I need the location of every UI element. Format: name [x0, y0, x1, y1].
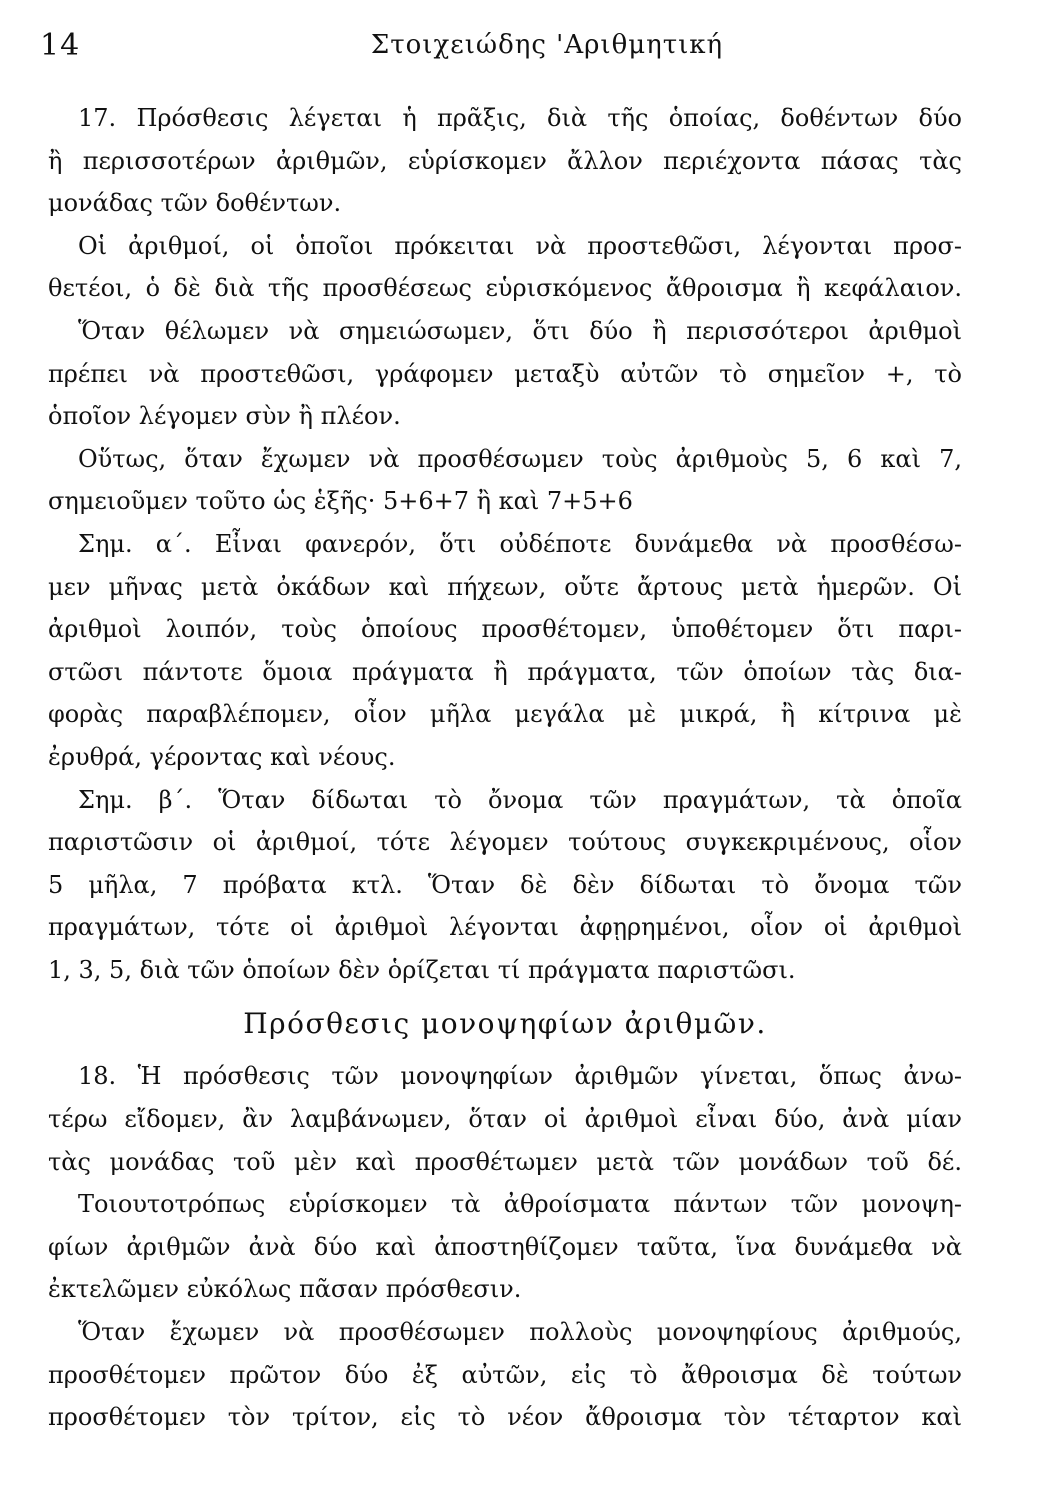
- running-title: Στοιχειώδης 'Αριθμητική: [370, 30, 724, 60]
- text-line: μονάδας τῶν δοθέντων.: [48, 189, 342, 218]
- text-line: προσθέτομεν πρῶτον δύο ἐξ αὐτῶν, εἰς τὸ ἄθροισμα δὲ τούτων: [48, 1360, 962, 1389]
- text-line: Οὕτως, ὅταν ἔχωμεν νὰ προσθέσωμεν τοὺς ἀριθμοὺς 5, 6 καὶ 7,: [78, 444, 962, 473]
- text-line: μεν μῆνας μετὰ ὀκάδων καὶ πήχεων, οὔτε ἄρτους μετὰ ἡμερῶν. Οἱ: [48, 572, 962, 601]
- text-line: ἀριθμοὶ λοιπόν, τοὺς ὁποίους προσθέτομεν, ὑποθέτομεν ὅτι παρι-: [48, 615, 962, 644]
- section-heading: Πρόσθεσις μονοψηφίων ἀριθμῶν.: [243, 1007, 767, 1041]
- text-line: Ὅταν θέλωμεν νὰ σημειώσωμεν, ὅτι δύο ἢ περισσότεροι ἀριθμοὶ: [78, 316, 962, 345]
- text-line: ἐρυθρά, γέροντας καὶ νέους.: [48, 742, 396, 771]
- text-line: πρέπει νὰ προστεθῶσι, γράφομεν μεταξὺ αὐτῶν τὸ σημεῖον +, τὸ: [48, 359, 962, 388]
- text-line: 5 μῆλα, 7 πρόβατα κτλ. Ὅταν δὲ δὲν δίδωται τὸ ὄνομα τῶν: [48, 870, 962, 899]
- text-line: Τοιουτοτρόπως εὑρίσκομεν τὰ ἀθροίσματα πάντων τῶν μονοψη-: [78, 1190, 962, 1219]
- text-line: 18. Ἡ πρόσθεσις τῶν μονοψηφίων ἀριθμῶν γίνεται, ὅπως ἀνω-: [78, 1062, 962, 1091]
- text-line: τὰς μονάδας τοῦ μὲν καὶ προσθέτωμεν μετὰ τῶν μονάδων τοῦ δέ.: [48, 1147, 962, 1176]
- text-line: προσθέτομεν τὸν τρίτον, εἰς τὸ νέον ἄθροισμα τὸν τέταρτον καὶ: [48, 1403, 962, 1432]
- text-line: Ὅταν ἔχωμεν νὰ προσθέσωμεν πολλοὺς μονοψηφίους ἀριθμούς,: [78, 1318, 962, 1347]
- body-text: [48, 97, 962, 1439]
- text-line: 1, 3, 5, διὰ τῶν ὁποίων δὲν ὁρίζεται τί πράγματα παριστῶσι.: [48, 955, 796, 984]
- text-line: παριστῶσιν οἱ ἀριθμοί, τότε λέγομεν τούτους συγκεκριμένους, οἷον: [48, 828, 962, 857]
- text-line: θετέοι, ὁ δὲ διὰ τῆς προσθέσεως εὑρισκόμενος ἄθροισμα ἢ κεφάλαιον.: [48, 274, 962, 303]
- text-line: στῶσι πάντοτε ὅμοια πράγματα ἢ πράγματα, τῶν ὁποίων τὰς δια-: [48, 657, 962, 686]
- page-header: [40, 28, 1004, 68]
- text-line: Σημ. β΄. Ὅταν δίδωται τὸ ὄνομα τῶν πραγμάτων, τὰ ὁποῖα: [78, 785, 962, 814]
- text-line: ἐκτελῶμεν εὐκόλως πᾶσαν πρόσθεσιν.: [48, 1275, 522, 1304]
- text-line: 17. Πρόσθεσις λέγεται ἡ πρᾶξις, διὰ τῆς ὁποίας, δοθέντων δύο: [78, 104, 962, 132]
- text-line: ὁποῖον λέγομεν σὺν ἢ πλέον.: [48, 402, 401, 431]
- page-number: 14: [40, 28, 81, 63]
- text-line: Οἱ ἀριθμοί, οἱ ὁποῖοι πρόκειται νὰ προστεθῶσι, λέγονται προσ-: [78, 231, 962, 260]
- text-line: Σημ. α΄. Εἶναι φανερόν, ὅτι οὐδέποτε δυνάμεθα νὰ προσθέσω-: [78, 529, 962, 558]
- text-line: σημειοῦμεν τοῦτο ὡς ἑξῆς· 5+6+7 ἢ καὶ 7+5+6: [48, 487, 633, 516]
- text-line: ἢ περισσοτέρων ἀριθμῶν, εὑρίσκομεν ἄλλον περιέχοντα πάσας τὰς: [48, 146, 962, 175]
- text-line: φίων ἀριθμῶν ἀνὰ δύο καὶ ἀποστηθίζομεν ταῦτα, ἵνα δυνάμεθα νὰ: [48, 1232, 962, 1261]
- text-line: τέρω εἴδομεν, ἂν λαμβάνωμεν, ὅταν οἱ ἀριθμοὶ εἶναι δύο, ἀνὰ μίαν: [48, 1105, 962, 1134]
- text-line: φορὰς παραβλέπομεν, οἷον μῆλα μεγάλα μὲ μικρά, ἢ κίτρινα μὲ: [48, 700, 962, 729]
- text-line: πραγμάτων, τότε οἱ ἀριθμοὶ λέγονται ἀφῃρημένοι, οἷον οἱ ἀριθμοὶ: [48, 913, 962, 942]
